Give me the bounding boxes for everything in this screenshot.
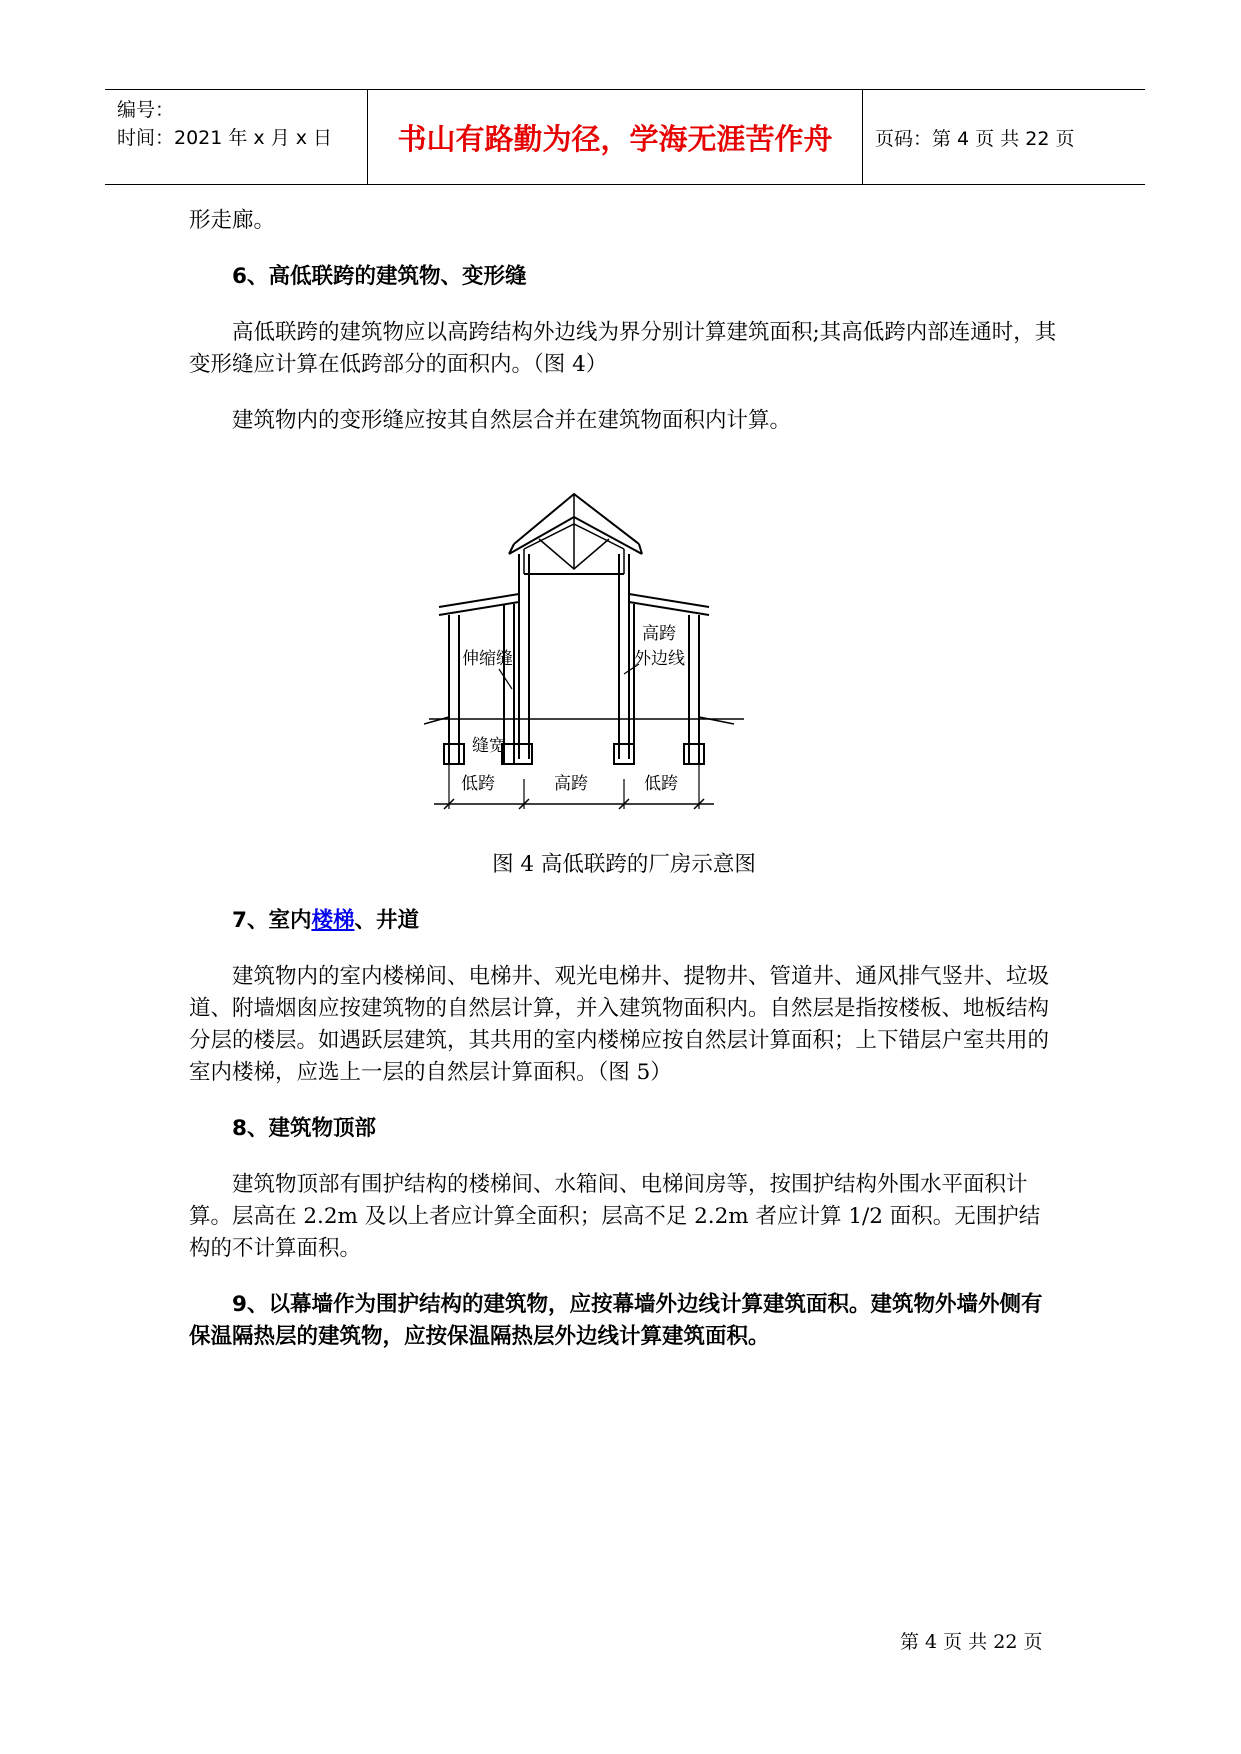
heading-7-prefix: 7、室内 — [232, 908, 312, 933]
label-gap: 缝宽 — [472, 736, 506, 756]
heading-9: 9、以幕墙作为围护结构的建筑物，应按幕墙外边线计算建筑面积。建筑物外墙外侧有保温隔热层的建筑物，应按保温隔热层外边线计算建筑面积。 — [189, 1292, 1043, 1349]
figure-4 — [189, 489, 1059, 829]
paragraph-6b: 建筑物内的变形缝应按其自然层合并在建筑物面积内计算。 — [232, 408, 792, 433]
heading-7 — [189, 905, 1059, 937]
label-high: 高跨 — [554, 774, 588, 794]
label-high-outer-2: 外边线 — [634, 649, 685, 669]
heading-8: 8、建筑物顶部 — [232, 1116, 376, 1141]
paragraph-intro: 形走廊。 — [189, 208, 276, 233]
paragraph-7: 建筑物内的室内楼梯间、电梯井、观光电梯井、提物井、管道井、通风排气竖井、垃圾道、附墙烟囱应按建筑物的自然层计算，并入建筑物面积内。自然层是指按楼板、地板结构分层的楼层。如遇跃层建筑，其共用的室内楼梯应按自然层计算面积；上下错层户室共用的室内楼梯，应选上一层的自然层计算面积。（图 5） — [189, 964, 1050, 1085]
page-footer: 第 4 页 共 22 页 — [900, 1631, 1043, 1653]
paragraph-6a: 高低联跨的建筑物应以高跨结构外边线为界分别计算建筑面积;其高低跨内部连通时，其变形缝应计算在低跨部分的面积内。（图 4） — [189, 320, 1057, 377]
heading-6: 6、高低联跨的建筑物、变形缝 — [232, 264, 527, 289]
header-left — [117, 96, 367, 152]
label-expansion-joint: 伸缩缝 — [462, 649, 513, 669]
number-label: 编号： — [117, 99, 175, 121]
page-header — [105, 89, 1145, 185]
time-label: 时间：2021 年 x 月 x 日 — [117, 127, 333, 149]
header-motto: 书山有路勤为径，学海无涯苦作舟 — [367, 90, 863, 184]
figure-caption: 图 4 高低联跨的厂房示意图 — [492, 852, 756, 877]
document-body — [189, 205, 1059, 1353]
label-low-left: 低跨 — [461, 774, 495, 794]
heading-7-suffix: 、井道 — [354, 908, 419, 933]
label-low-right: 低跨 — [644, 774, 678, 794]
label-high-outer-1: 高跨 — [642, 624, 676, 644]
paragraph-8: 建筑物顶部有围护结构的楼梯间、水箱间、电梯间房等，按围护结构外围水平面积计算。层高在 2.2m 及以上者应计算全面积；层高不足 2.2m 者应计算 1/2 面积。无围护结构的不计算面积。 — [189, 1172, 1041, 1261]
factory-section-diagram — [424, 489, 764, 819]
header-page-info: 页码：第 4 页 共 22 页 — [875, 127, 1075, 150]
stairs-link[interactable]: 楼梯 — [311, 908, 355, 933]
